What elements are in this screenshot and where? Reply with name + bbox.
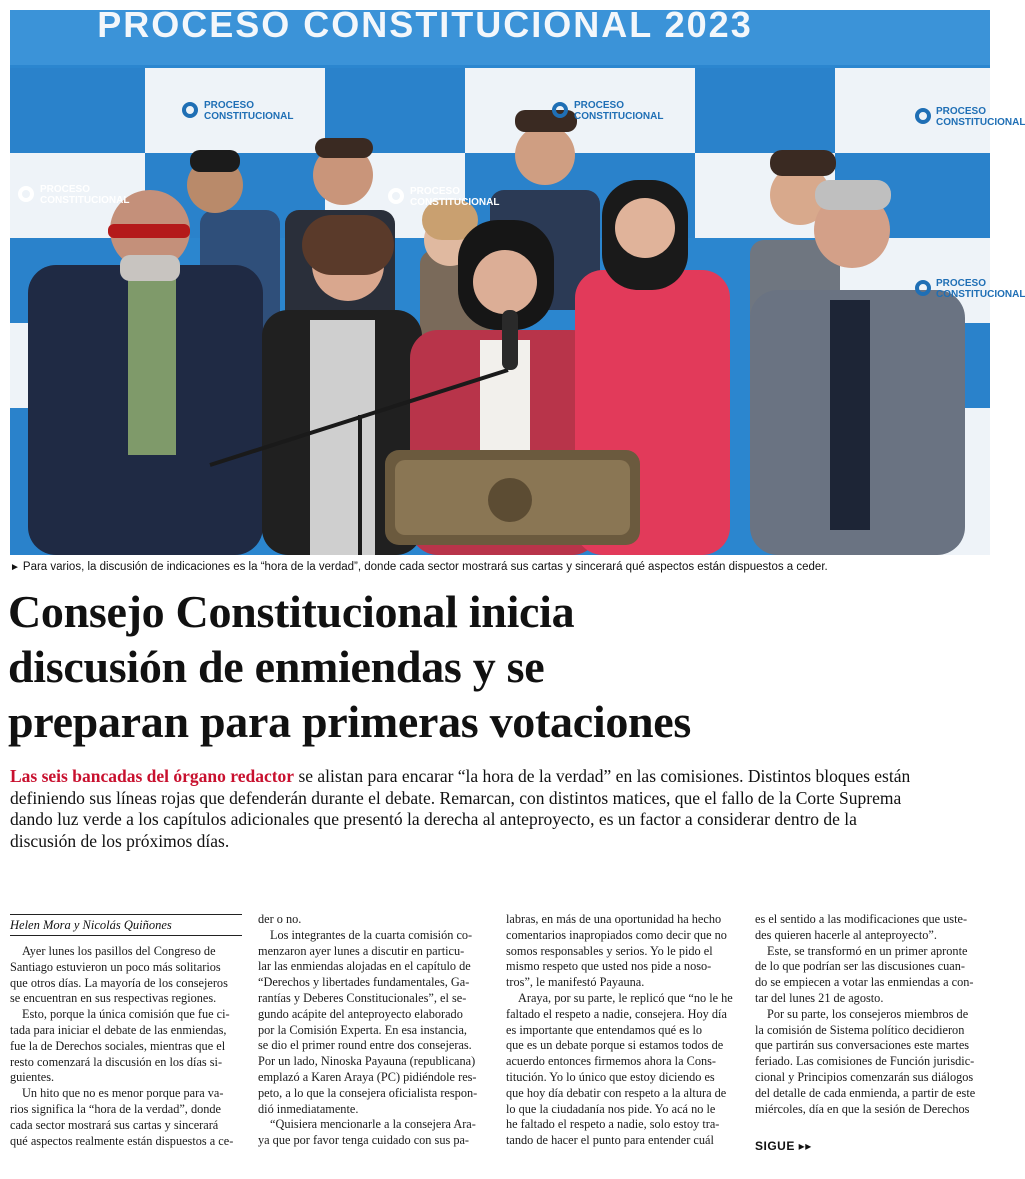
text-line: es importante que entendamos qué es lo xyxy=(506,1022,703,1037)
text-line: Este, se transformó en un primer apronte xyxy=(767,943,968,958)
text-line: emplazó a Karen Araya (PC) pidiéndole res- xyxy=(258,1069,477,1084)
text-line: tros”, le manifestó Payauna. xyxy=(506,975,645,990)
text-line: de lo que podrían ser las discusiones cuan- xyxy=(755,959,966,974)
text-line: tada para iniciar el debate de las enmiendas, xyxy=(10,1022,227,1037)
text-line: tar del lunes 21 de agosto. xyxy=(755,990,884,1005)
headline-line: Consejo Constitucional inicia xyxy=(8,586,575,637)
text-line: titución. Yo lo único que estoy diciendo es xyxy=(506,1069,715,1084)
text-line: resto comenzará la discusión en los días si- xyxy=(10,1054,223,1069)
continue-marker: SIGUE ▸▸ xyxy=(755,1139,812,1153)
text-line: que hoy día debatir con respeto a la altura de xyxy=(506,1085,727,1100)
text-line: es el sentido a las modificaciones que uste- xyxy=(755,912,968,926)
backdrop-logo-icon xyxy=(388,188,404,204)
text-line: mismo respeto que usted nos pide a noso- xyxy=(506,959,712,974)
text-line: fue la de Derechos sociales, mientras que el xyxy=(10,1038,226,1053)
caption-text: Para varios, la discusión de indicaciones es la “hora de la verdad”, donde cada sector mostrará sus cartas y sincerará qué aspectos están dispuestos a ceder. xyxy=(22,561,828,573)
text-line: que partirán sus conversaciones este martes xyxy=(755,1038,970,1053)
backdrop-logo-icon xyxy=(552,102,568,118)
press-conference-image xyxy=(10,10,990,555)
text-line: tando de hacer el punto para entender cuál xyxy=(506,1133,714,1148)
deck-line: dando luz verde a los capítulos adicionales que presentó la derecha al anteproyecto, es un factor a considerar dentro de la xyxy=(10,809,857,829)
backdrop-logo-icon xyxy=(18,186,34,202)
backdrop-logo-text: PROCESO CONSTITUCIONAL xyxy=(410,186,500,208)
text-line: comentarios inapropiados como decir que no xyxy=(506,927,727,942)
text-line: Esto, porque la única comisión que fue ci- xyxy=(22,1007,230,1022)
article-column-1 xyxy=(10,944,245,1149)
text-line: rantías y Deberes Constitucionales”, el se- xyxy=(258,990,467,1005)
text-line: cada sector mostrará sus cartas y sincerará xyxy=(10,1117,219,1132)
text-line: por la Comisión Experta. En esa instancia, xyxy=(258,1022,467,1037)
text-line: des quieren hacerle al anteproyecto”. xyxy=(755,927,937,942)
text-line: gundo acápite del anteproyecto elaborado xyxy=(258,1006,463,1021)
text-line: lo que la ciudadanía nos pide. Yo acá no le xyxy=(506,1101,716,1116)
text-line: Ayer lunes los pasillos del Congreso de xyxy=(22,944,216,958)
text-line: qué aspectos realmente están dispuestos a ce- xyxy=(10,1133,234,1148)
backdrop-logo-icon xyxy=(182,102,198,118)
text-line: der o no. xyxy=(258,912,302,926)
text-line: Por su parte, los consejeros miembros de xyxy=(767,1006,969,1021)
text-line: acuerdo entonces firmemos ahora la Cons- xyxy=(506,1054,716,1069)
text-line: feriado. Las comisiones de Función jurisdic- xyxy=(755,1054,975,1069)
text-line: Araya, por su parte, le replicó que “no le he xyxy=(518,990,733,1005)
article-column-4 xyxy=(755,912,990,1117)
article-column-2 xyxy=(258,912,493,1149)
text-line: labras, en más de una oportunidad ha hecho xyxy=(506,912,722,926)
text-line: que es un debate porque si estamos todos de xyxy=(506,1038,724,1053)
backdrop-logo-text: PROCESO CONSTITUCIONAL xyxy=(204,100,294,122)
headline-line: preparan para primeras votaciones xyxy=(8,696,692,747)
text-line: Los integrantes de la cuarta comisión co- xyxy=(270,927,473,942)
deck-line: discusión de los próximos días. xyxy=(10,830,230,851)
backdrop-logo-icon xyxy=(915,280,931,296)
news-photo xyxy=(10,4,1025,555)
backdrop-logo-icon xyxy=(915,108,931,124)
text-line: Por un lado, Ninoska Payauna (republicana) xyxy=(258,1054,476,1069)
podium xyxy=(385,450,640,545)
text-line: que otros días. La mayoría de los consejeros xyxy=(10,975,228,990)
headline xyxy=(8,584,993,749)
text-line: cional y Principios comenzarán sus diálogos xyxy=(755,1069,974,1084)
text-line: ya que por favor tenga cuidado con sus pa- xyxy=(258,1133,470,1148)
text-line: he faltado el respeto a nadie, solo estoy tra- xyxy=(506,1117,720,1132)
backdrop-banner: PROCESO CONSTITUCIONAL 2023 xyxy=(97,4,753,45)
text-line: Santiago estuvieron un poco más solitarios xyxy=(10,959,221,974)
text-line: dió inmediatamente. xyxy=(258,1101,359,1116)
text-line: se encuentran en sus respectivas regiones. xyxy=(10,991,217,1006)
backdrop-logo-text: PROCESO CONSTITUCIONAL xyxy=(574,100,664,122)
text-line: peto, a lo que la consejera oficialista respon- xyxy=(258,1085,478,1100)
text-line: somos responsables y serios. Yo le pido el xyxy=(506,943,713,958)
text-line: faltado el respeto a nadie, consejera. Hoy día xyxy=(506,1006,727,1021)
deck-summary xyxy=(10,766,990,852)
backdrop-logo-text: PROCESO CONSTITUCIONAL xyxy=(40,184,130,206)
byline: Helen Mora y Nicolás Quiñones xyxy=(10,914,242,936)
photo-caption xyxy=(10,561,995,573)
text-line: Un hito que no es menor porque para va- xyxy=(22,1086,224,1101)
deck-line: se alistan para encarar “la hora de la verdad” en las comisiones. Distintos bloques están xyxy=(294,766,911,786)
text-line: do se empiecen a votar las enmiendas a con- xyxy=(755,975,974,990)
text-line: del detalle de cada enmienda, a partir de este xyxy=(755,1085,976,1100)
deck-highlight: Las seis bancadas del órgano redactor xyxy=(10,766,295,786)
text-line: “Quisiera mencionarle a la consejera Ara- xyxy=(270,1117,476,1132)
text-line: menzaron ayer lunes a discutir en particu- xyxy=(258,943,465,958)
text-line: rios significa la “hora de la verdad”, donde xyxy=(10,1101,222,1116)
backdrop-logo-text: PROCESO CONSTITUCIONAL xyxy=(936,106,1025,128)
headline-line: discusión de enmiendas y se xyxy=(8,641,545,692)
article-column-3 xyxy=(506,912,741,1149)
text-line: guientes. xyxy=(10,1070,55,1085)
text-line: la comisión de Sistema político decidieron xyxy=(755,1022,965,1037)
backdrop-logo-text: PROCESO CONSTITUCIONAL xyxy=(936,278,1025,300)
text-line: lar las enmiendas alojadas en el capítulo de xyxy=(258,959,471,974)
deck-line: definiendo sus líneas rojas que defenderán durante el debate. Remarcan, con distintos matices, que el fallo de la Corte Suprema xyxy=(10,787,902,808)
caption-arrow-icon: ► xyxy=(10,562,20,573)
text-line: “Derechos y libertades fundamentales, Ga- xyxy=(258,975,470,990)
text-line: se dio el primer round entre dos consejeras. xyxy=(258,1038,472,1053)
text-line: miércoles, día en que la sesión de Derechos xyxy=(755,1101,970,1116)
